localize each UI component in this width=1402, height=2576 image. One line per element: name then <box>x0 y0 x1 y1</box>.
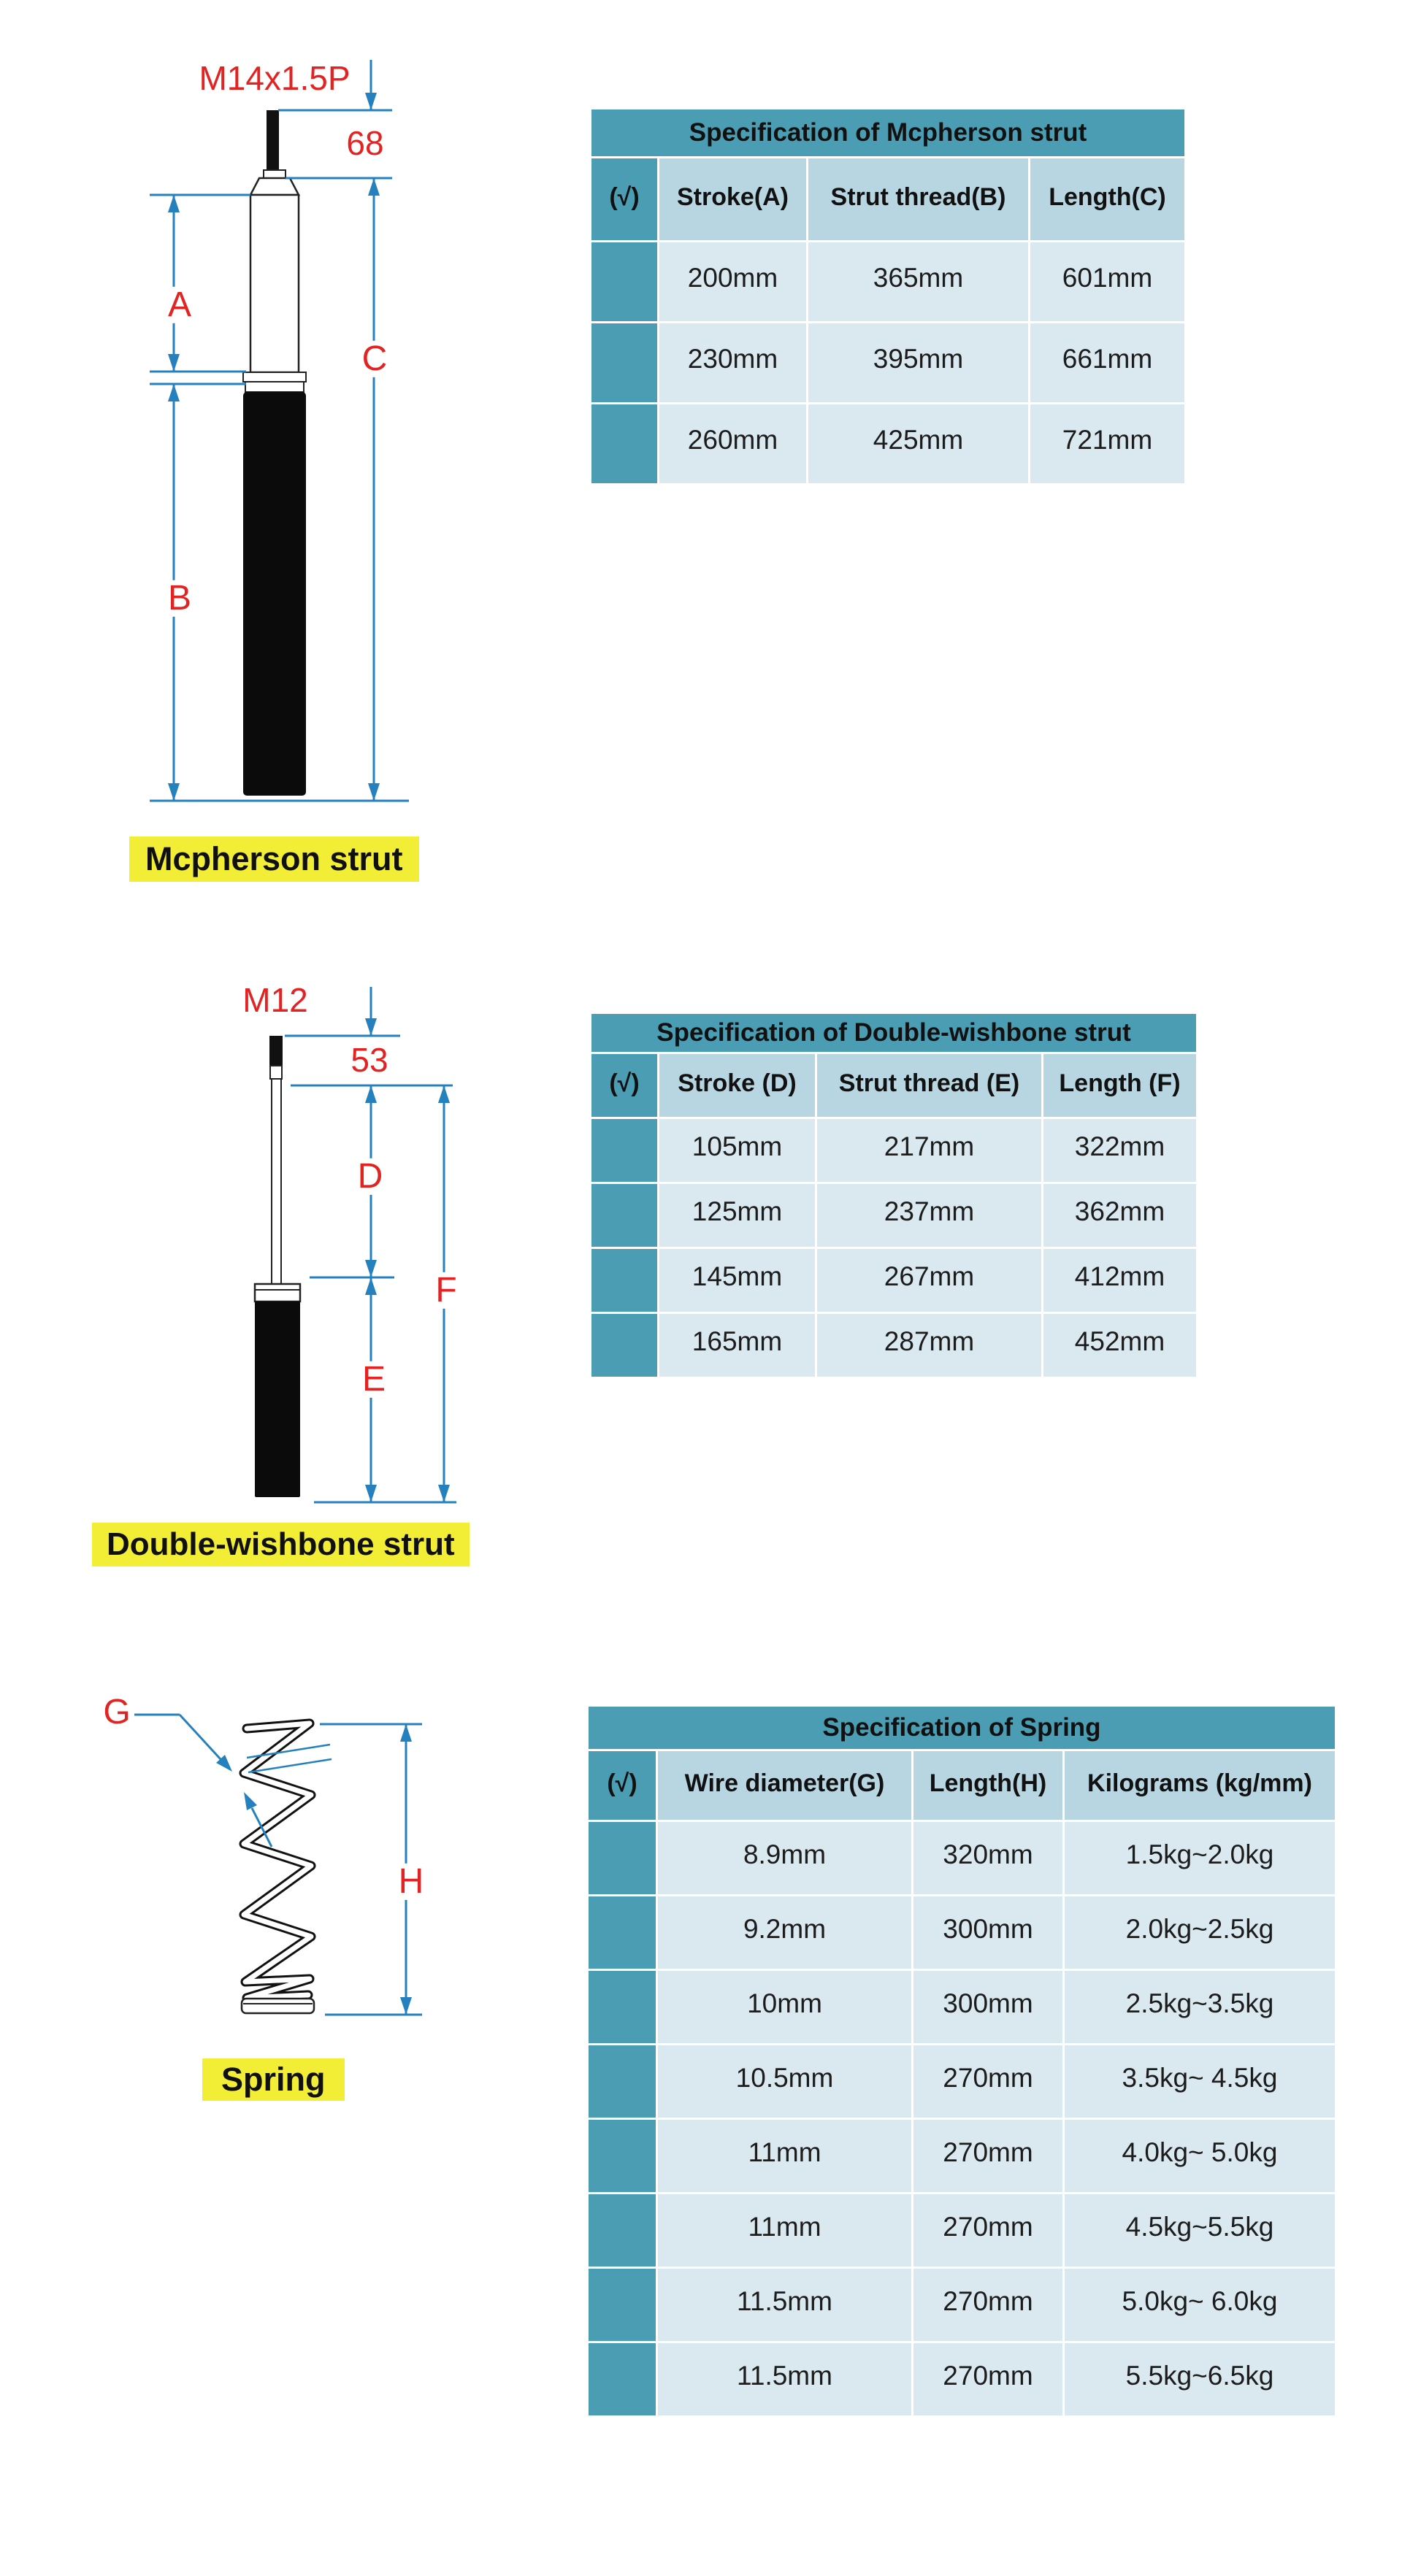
table-cell: 270mm <box>913 2269 1062 2341</box>
table-cell: 3.5kg~ 4.5kg <box>1065 2045 1335 2118</box>
table-cell: 165mm <box>659 1314 815 1377</box>
double-wishbone-thread-label: M12 <box>239 983 311 1018</box>
table-title: Specification of Double-wishbone strut <box>591 1014 1196 1052</box>
table-cell: 300mm <box>913 1971 1062 2043</box>
check-cell <box>591 404 657 483</box>
table-cell: 5.0kg~ 6.0kg <box>1065 2269 1335 2341</box>
check-cell <box>589 1971 656 2043</box>
spring-drawing <box>134 1715 422 2015</box>
table-cell: 10.5mm <box>658 2045 911 2118</box>
column-header: Length(C) <box>1030 158 1184 240</box>
check-cell <box>589 1896 656 1969</box>
dim-label-a: A <box>164 287 195 323</box>
table-cell: 11.5mm <box>658 2343 911 2415</box>
check-cell <box>591 1249 657 1312</box>
spec-table-mcpherson <box>591 109 1184 483</box>
dim-label-c: C <box>359 341 391 377</box>
check-column-header: (√) <box>591 1054 657 1117</box>
table-cell: 105mm <box>659 1119 815 1182</box>
table-cell: 11.5mm <box>658 2269 911 2341</box>
table-cell: 4.0kg~ 5.0kg <box>1065 2120 1335 2192</box>
column-header: Stroke (D) <box>659 1054 815 1117</box>
dim-label-d: D <box>354 1158 387 1195</box>
table-cell: 270mm <box>913 2194 1062 2267</box>
table-cell: 4.5kg~5.5kg <box>1065 2194 1335 2267</box>
table-cell: 270mm <box>913 2120 1062 2192</box>
column-header: Length (F) <box>1043 1054 1196 1117</box>
check-column-header: (√) <box>589 1751 656 1820</box>
check-cell <box>591 242 657 321</box>
table-cell: 270mm <box>913 2045 1062 2118</box>
table-cell: 322mm <box>1043 1119 1196 1182</box>
check-cell <box>591 1314 657 1377</box>
table-cell: 601mm <box>1030 242 1184 321</box>
table-cell: 425mm <box>808 404 1028 483</box>
table-cell: 5.5kg~6.5kg <box>1065 2343 1335 2415</box>
table-title: Specification of Mcpherson strut <box>591 109 1184 156</box>
table-cell: 267mm <box>817 1249 1041 1312</box>
table-cell: 270mm <box>913 2343 1062 2415</box>
check-cell <box>589 2045 656 2118</box>
table-cell: 365mm <box>808 242 1028 321</box>
table-cell: 412mm <box>1043 1249 1196 1312</box>
column-header: Stroke(A) <box>659 158 806 240</box>
check-cell <box>589 1822 656 1894</box>
table-cell: 217mm <box>817 1119 1041 1182</box>
caption-double-wishbone-strut: Double-wishbone strut <box>92 1523 470 1566</box>
table-cell: 2.0kg~2.5kg <box>1065 1896 1335 1969</box>
table-title: Specification of Spring <box>589 1707 1335 1749</box>
check-cell <box>591 323 657 402</box>
table-cell: 362mm <box>1043 1184 1196 1247</box>
check-column-header: (√) <box>591 158 657 240</box>
caption-spring: Spring <box>202 2058 345 2101</box>
spec-table-spring <box>589 1707 1335 2415</box>
table-cell: 11mm <box>658 2120 911 2192</box>
dim-label-b: B <box>164 580 195 617</box>
table-cell: 125mm <box>659 1184 815 1247</box>
check-cell <box>589 2120 656 2192</box>
column-header: Wire diameter(G) <box>658 1751 911 1820</box>
dim-label-e: E <box>359 1361 389 1398</box>
table-cell: 230mm <box>659 323 806 402</box>
check-cell <box>591 1184 657 1247</box>
table-cell: 11mm <box>658 2194 911 2267</box>
table-cell: 320mm <box>913 1822 1062 1894</box>
table-cell: 452mm <box>1043 1314 1196 1377</box>
table-cell: 2.5kg~3.5kg <box>1065 1971 1335 2043</box>
dim-label-f: F <box>432 1272 460 1309</box>
table-cell: 260mm <box>659 404 806 483</box>
table-cell: 10mm <box>658 1971 911 2043</box>
mcpherson-thread-label: M14x1.5P <box>195 61 353 96</box>
spec-table-double-wishbone <box>591 1014 1196 1377</box>
dim-label-g: G <box>99 1694 134 1731</box>
table-cell: 237mm <box>817 1184 1041 1247</box>
mcpherson-strut-drawing <box>150 60 409 801</box>
table-cell: 200mm <box>659 242 806 321</box>
table-cell: 8.9mm <box>658 1822 911 1894</box>
caption-mcpherson-strut: Mcpherson strut <box>129 837 419 882</box>
table-cell: 661mm <box>1030 323 1184 402</box>
column-header: Kilograms (kg/mm) <box>1065 1751 1335 1820</box>
table-cell: 300mm <box>913 1896 1062 1969</box>
table-cell: 145mm <box>659 1249 815 1312</box>
column-header: Length(H) <box>913 1751 1062 1820</box>
check-cell <box>591 1119 657 1182</box>
mcpherson-thread-length-label: 68 <box>342 126 387 161</box>
double-wishbone-thread-length-label: 53 <box>347 1042 391 1077</box>
table-cell: 1.5kg~2.0kg <box>1065 1822 1335 1894</box>
check-cell <box>589 2269 656 2341</box>
table-cell: 287mm <box>817 1314 1041 1377</box>
column-header: Strut thread (E) <box>817 1054 1041 1117</box>
table-cell: 395mm <box>808 323 1028 402</box>
check-cell <box>589 2194 656 2267</box>
check-cell <box>589 2343 656 2415</box>
dim-label-h: H <box>395 1864 428 1900</box>
column-header: Strut thread(B) <box>808 158 1028 240</box>
table-cell: 9.2mm <box>658 1896 911 1969</box>
table-cell: 721mm <box>1030 404 1184 483</box>
